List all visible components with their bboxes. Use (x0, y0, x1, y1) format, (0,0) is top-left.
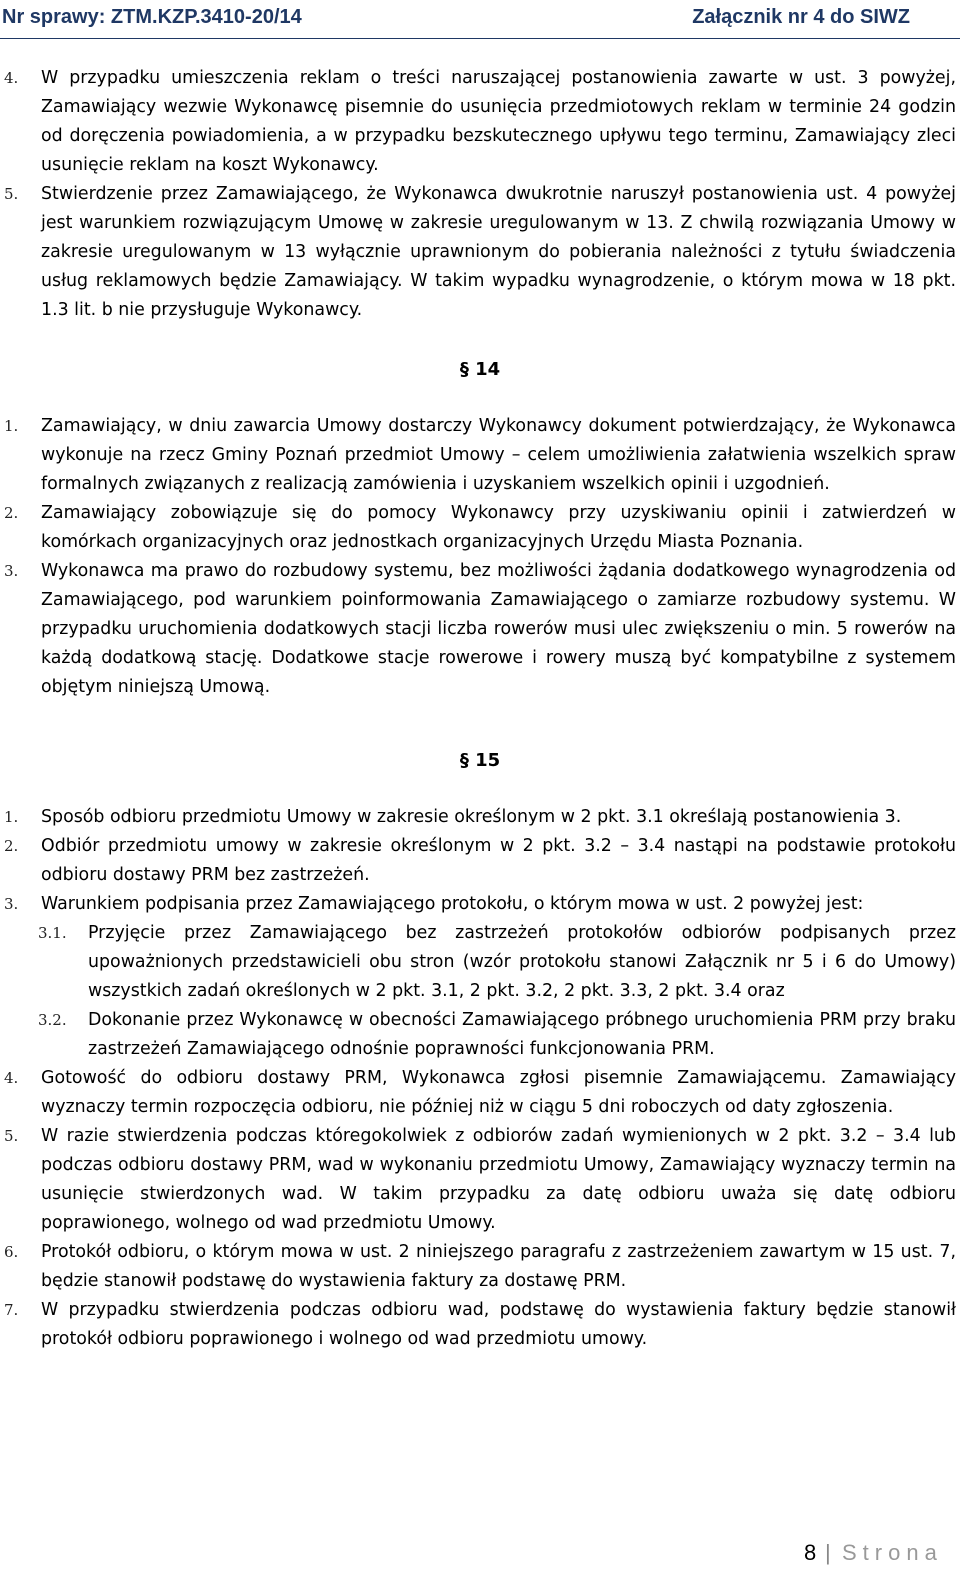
list-item (4, 180, 956, 325)
section-14 (4, 412, 956, 702)
subitem-text: Przyjęcie przez Zamawiającego bez zastrzeżeń protokołów odbiorów podpisanych przez upoważnionych przedstawicieli obu stron (wzór protokołu stanowi Załącznik nr 5 i 6 do Umowy) wszystkich zadań określonych w 2 pkt. 3.1, 2 pkt. 3.2, 2 pkt. 3.3, 2 pkt. 3.4 oraz (88, 923, 956, 1001)
item-number: 1. (4, 417, 19, 435)
item-number: 2. (4, 504, 19, 522)
subitem-number: 3.2. (38, 1011, 67, 1029)
page-footer (0, 1536, 960, 1576)
item-text: Sposób odbioru przedmiotu Umowy w zakresie określonym w 2 pkt. 3.1 określają postanowienia 3. (41, 807, 902, 827)
list-item (4, 557, 956, 702)
subitem-number: 3.1. (38, 924, 67, 942)
page-header (0, 6, 960, 36)
item-text: W przypadku umieszczenia reklam o treści naruszającej postanowienia zawarte w ust. 3 powyżej, Zamawiający wezwie Wykonawcę pisemnie do usunięcia przedmiotowych reklam w terminie 24 godzin od doręczenia powiadomienia, a w przypadku bezskutecznego upływu tego terminu, Zamawiający zleci usunięcie reklam na koszt Wykonawcy. (41, 68, 956, 175)
item-text: Wykonawca ma prawo do rozbudowy systemu, bez możliwości żądania dodatkowego wynagrodzenia od Zamawiającego, pod warunkiem poinformowania Zamawiającego o zamiarze rozbudowy systemu. W przypadku uruchomienia dodatkowych stacji liczba rowerów musi ulec zwiększeniu o min. 5 rowerów na każdą dodatkową stację. Dodatkowe stacje rowerowe i rowery muszą być kompatybilne z systemem objętym niniejszą Umową. (41, 561, 956, 697)
item-number: 3. (4, 562, 19, 580)
list-item (4, 832, 956, 890)
list-item (4, 412, 956, 499)
subitem-text: Dokonanie przez Wykonawcę w obecności Zamawiającego próbnego uruchomienia PRM przy braku zastrzeżeń Zamawiającego odnośnie poprawności funkcjonowania PRM. (88, 1010, 956, 1059)
annex-label: Załącznik nr 4 do SIWZ (692, 6, 910, 28)
page-separator: | (825, 1540, 831, 1565)
item-text: W razie stwierdzenia podczas któregokolwiek z odbiorów zadań wymienionych w 2 pkt. 3.2 – 3.4 lub podczas odbioru dostawy PRM, wad w wykonaniu przedmiotu Umowy, Zamawiający wyznaczy termin na usunięcie stwierdzonych wad. W takim przypadku za datę odbioru uważa się datę odbioru poprawionego, wolnego od wad przedmiotu Umowy. (41, 1126, 956, 1233)
sub-list-item (4, 1006, 956, 1064)
list-item (4, 499, 956, 557)
item-number: 4. (4, 1069, 19, 1087)
document-body (4, 64, 956, 1354)
item-text: Gotowość do odbioru dostawy PRM, Wykonawca zgłosi pisemnie Zamawiającemu. Zamawiający wyznaczy termin rozpoczęcia odbioru, nie później niż w ciągu 5 dni roboczych od daty zgłoszenia. (41, 1068, 956, 1117)
section-sign: § (459, 750, 476, 771)
item-number: 5. (4, 185, 19, 203)
item-text: Stwierdzenie przez Zamawiającego, że Wykonawca dwukrotnie naruszył postanowienia ust. 4 powyżej jest warunkiem rozwiązującym Umowę w zakresie uregulowanym w 13. Z chwilą rozwiązania Umowy w zakresie uregulowanym w 13 wyłącznie uprawnionym do pobierania należności z tytułu świadczenia usług reklamowych będzie Zamawiający. W takim wypadku wynagrodzenie, o którym mowa w 18 pkt. 1.3 lit. b nie przysługuje Wykonawcy. (41, 184, 956, 320)
item-number: 1. (4, 808, 19, 826)
item-number: 5. (4, 1127, 19, 1145)
list-item (4, 803, 956, 832)
item-text: Zamawiający, w dniu zawarcia Umowy dostarczy Wykonawcy dokument potwierdzający, że Wykonawca wykonuje na rzecz Gminy Poznań przedmiot Umowy – celem umożliwienia załatwienia wszelkich spraw formalnych związanych z realizacją zamówienia i uzyskaniem wszelkich opinii i uzgodnień. (41, 416, 956, 494)
item-text: Zamawiający zobowiązuje się do pomocy Wykonawcy przy uzyskiwaniu opinii i zatwierdzeń w komórkach organizacyjnych oraz jednostkach organizacyjnych Urzędu Miasta Poznania. (41, 503, 956, 552)
section-number: 15 (475, 750, 501, 771)
section-15 (4, 803, 956, 1354)
section-heading-14 (4, 355, 956, 384)
list-item (4, 1064, 956, 1122)
section-sign: § (459, 359, 476, 380)
item-number: 3. (4, 895, 19, 913)
page-word: Strona (842, 1540, 943, 1565)
list-item (4, 1238, 956, 1296)
case-number: Nr sprawy: ZTM.KZP.3410-20/14 (2, 6, 302, 28)
item-number: 2. (4, 837, 19, 855)
item-text: Odbiór przedmiotu umowy w zakresie określonym w 2 pkt. 3.2 – 3.4 nastąpi na podstawie protokołu odbioru dostawy PRM bez zastrzeżeń. (41, 836, 956, 885)
list-item (4, 64, 956, 180)
section-number: 14 (475, 359, 501, 380)
item-text: Warunkiem podpisania przez Zamawiającego protokołu, o którym mowa w ust. 2 powyżej jest: (41, 894, 864, 914)
item-text: Protokół odbioru, o którym mowa w ust. 2 niniejszego paragrafu z zastrzeżeniem zawartym w 15 ust. 7, będzie stanowił podstawę do wystawienia faktury za dostawę PRM. (41, 1242, 956, 1291)
sub-list-item (4, 919, 956, 1006)
item-number: 7. (4, 1301, 19, 1319)
section-heading-15 (4, 746, 956, 775)
list-item (4, 1122, 956, 1238)
header-divider (0, 38, 960, 39)
list-item (4, 890, 956, 919)
page-number: 8 (804, 1540, 817, 1565)
item-number: 4. (4, 69, 19, 87)
list-item (4, 1296, 956, 1354)
section-13-tail (4, 64, 956, 325)
item-text: W przypadku stwierdzenia podczas odbioru wad, podstawę do wystawienia faktury będzie stanowił protokół odbioru poprawionego i wolnego od wad przedmiotu umowy. (41, 1300, 956, 1349)
item-number: 6. (4, 1243, 19, 1261)
